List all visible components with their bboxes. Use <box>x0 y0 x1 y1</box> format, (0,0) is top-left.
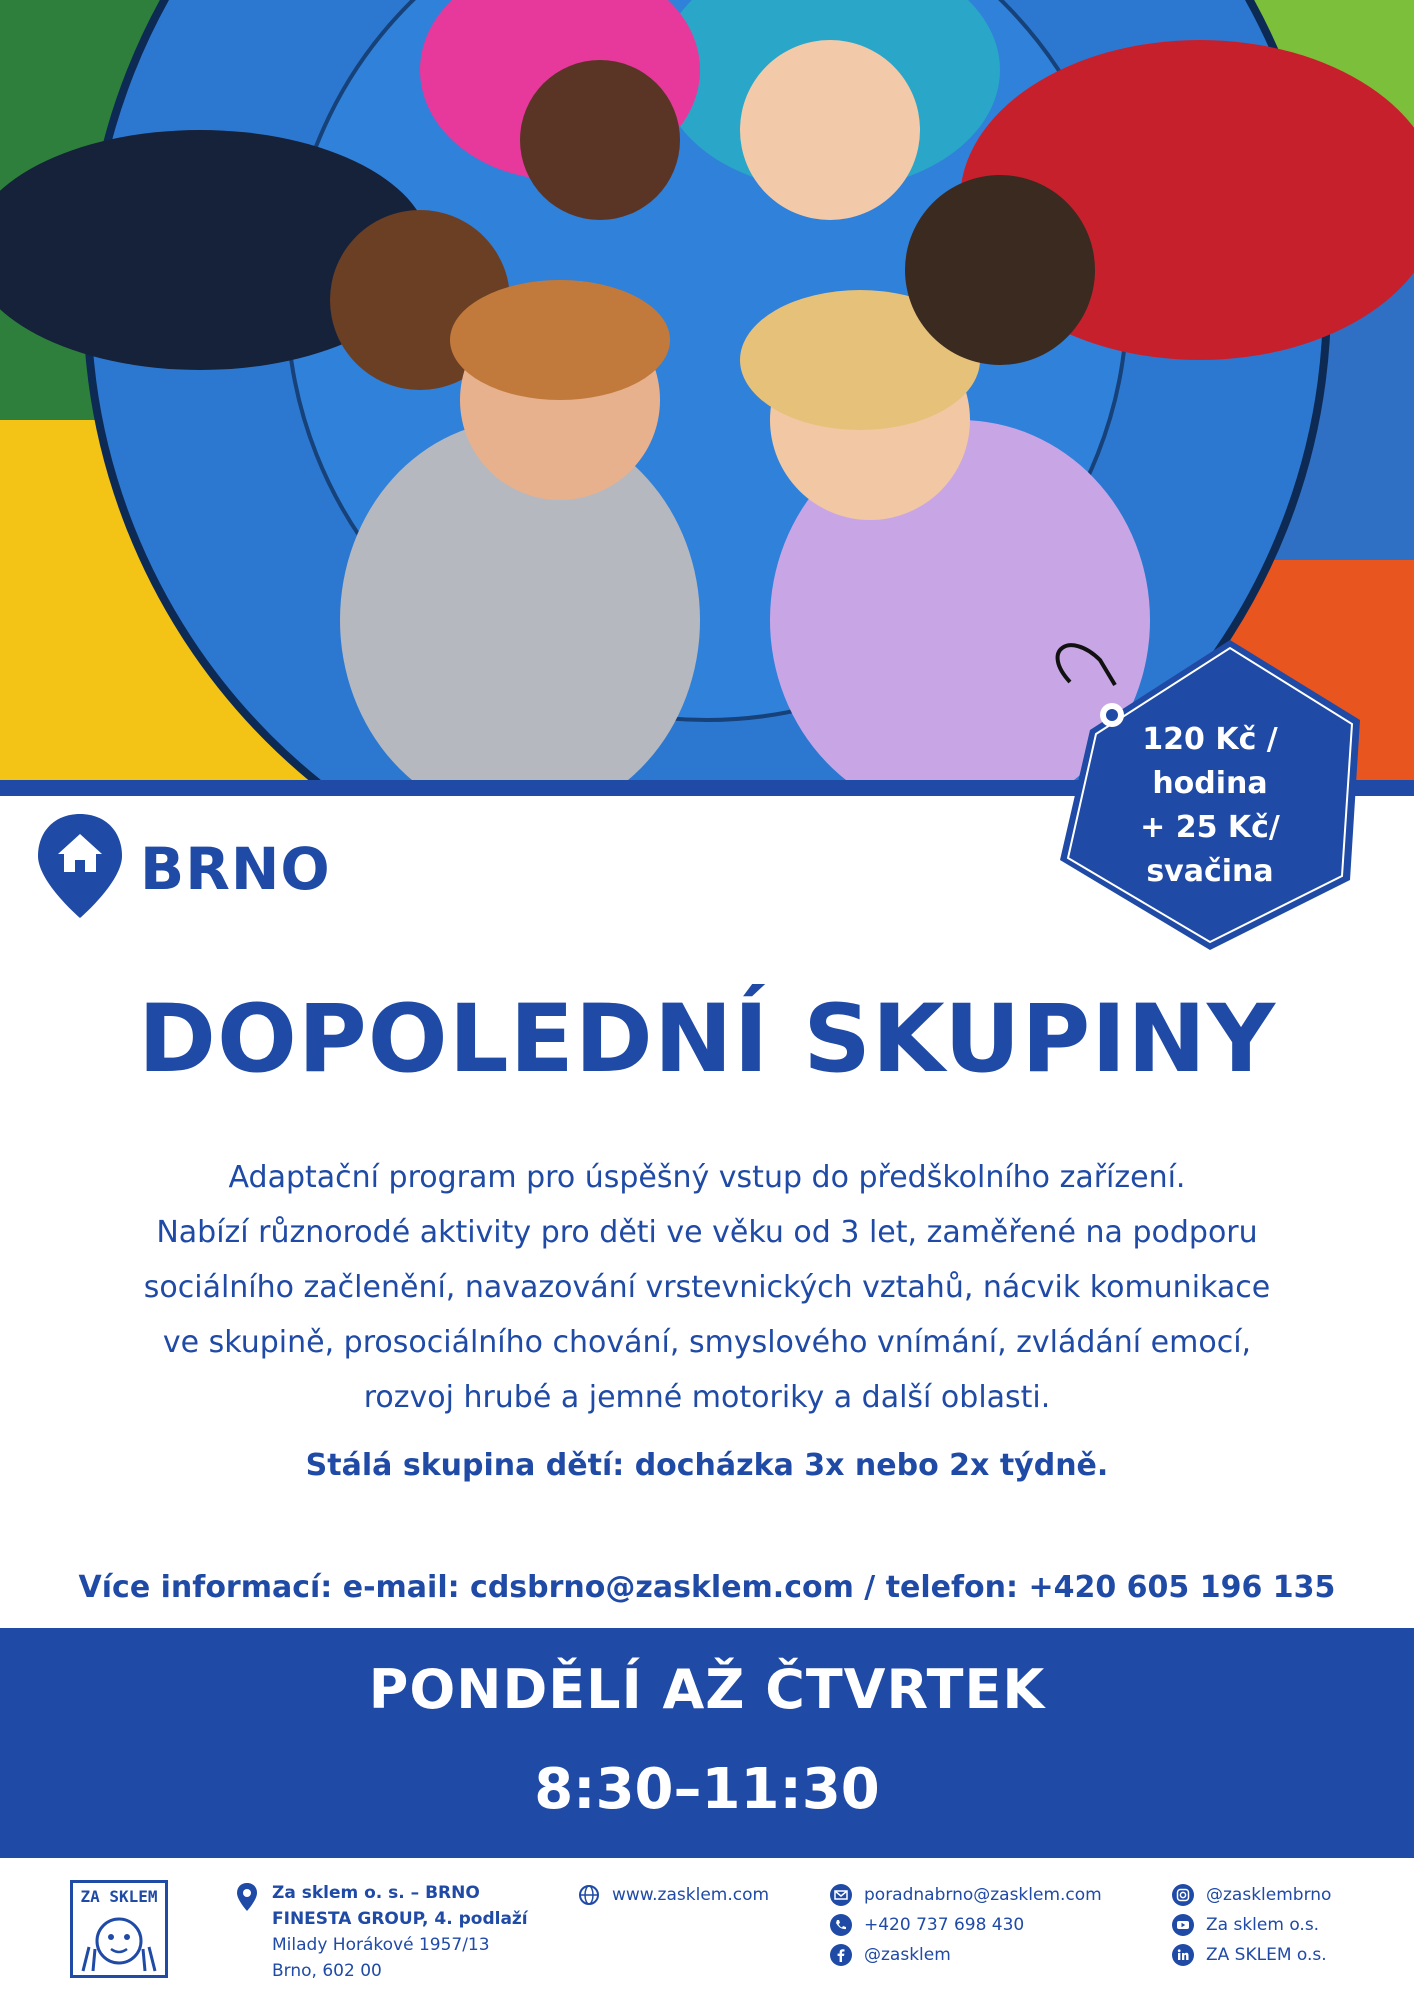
price-snack-unit: svačina <box>1146 854 1274 889</box>
schedule-band <box>0 1628 1414 1858</box>
address-building: FINESTA GROUP, 4. podlaží <box>272 1909 528 1929</box>
phone-icon <box>830 1914 852 1936</box>
youtube-icon <box>1172 1914 1194 1936</box>
website-link[interactable]: www.zasklem.com <box>612 1885 770 1905</box>
email-link[interactable]: poradnabrno@zasklem.com <box>864 1885 1102 1905</box>
location-name: BRNO <box>140 835 331 903</box>
instagram-handle[interactable]: @zasklembrno <box>1206 1885 1332 1905</box>
attendance-note: Stálá skupina dětí: docházka 3x nebo 2x týdně. <box>305 1448 1109 1483</box>
globe-icon <box>578 1884 600 1906</box>
address-street: Milady Horákové 1957/13 <box>272 1935 490 1955</box>
za-sklem-logo <box>70 1880 168 1978</box>
description-line: rozvoj hrubé a jemné motoriky a další oblasti. <box>363 1380 1051 1415</box>
facebook-icon <box>830 1944 852 1966</box>
phone-number[interactable]: +420 737 698 430 <box>864 1915 1025 1935</box>
linkedin-icon <box>1172 1944 1194 1966</box>
linkedin-profile[interactable]: ZA SKLEM o.s. <box>1206 1945 1327 1965</box>
instagram-icon <box>1172 1884 1194 1906</box>
price-snack: + 25 Kč/ <box>1140 810 1280 845</box>
logo-text: ZA SKLEM <box>80 1887 158 1906</box>
description-line: ve skupině, prosociálního chování, smyslového vnímání, zvládání emocí, <box>162 1325 1252 1360</box>
child-face-icon <box>73 1883 165 1975</box>
location-heading <box>34 810 331 922</box>
address-org: Za sklem o. s. – BRNO <box>272 1883 480 1903</box>
address-city: Brno, 602 00 <box>272 1961 382 1981</box>
footer <box>0 1858 1414 2000</box>
price-per-hour: 120 Kč / <box>1142 722 1278 757</box>
price-label <box>1100 718 1320 894</box>
schedule-days: PONDĚLÍ AŽ ČTVRTEK <box>368 1658 1046 1721</box>
email-icon <box>830 1884 852 1906</box>
contact-info: Více informací: e-mail: cdsbrno@zasklem.com / telefon: +420 605 196 135 <box>78 1570 1336 1605</box>
page-title: DOPOLEDNÍ SKUPINY <box>137 985 1277 1094</box>
home-pin-icon <box>34 810 126 922</box>
facebook-handle[interactable]: @zasklem <box>864 1945 951 1965</box>
price-hour-unit: hodina <box>1152 766 1268 801</box>
youtube-channel[interactable]: Za sklem o.s. <box>1206 1915 1320 1935</box>
schedule-hours: 8:30–11:30 <box>534 1757 880 1822</box>
description-line: Nabízí různorodé aktivity pro děti ve věku od 3 let, zaměřené na podporu <box>156 1215 1258 1250</box>
map-pin-icon <box>236 1882 258 1912</box>
footer-web <box>578 1880 769 1910</box>
footer-social <box>1172 1880 1331 1970</box>
description-line: sociálního začlenění, navazování vrstevnických vztahů, nácvik komunikace <box>143 1270 1271 1305</box>
footer-address <box>236 1880 528 1984</box>
description-line: Adaptační program pro úspěšný vstup do předškolního zařízení. <box>228 1160 1186 1195</box>
footer-contacts <box>830 1880 1102 1970</box>
program-description <box>80 1150 1334 1425</box>
